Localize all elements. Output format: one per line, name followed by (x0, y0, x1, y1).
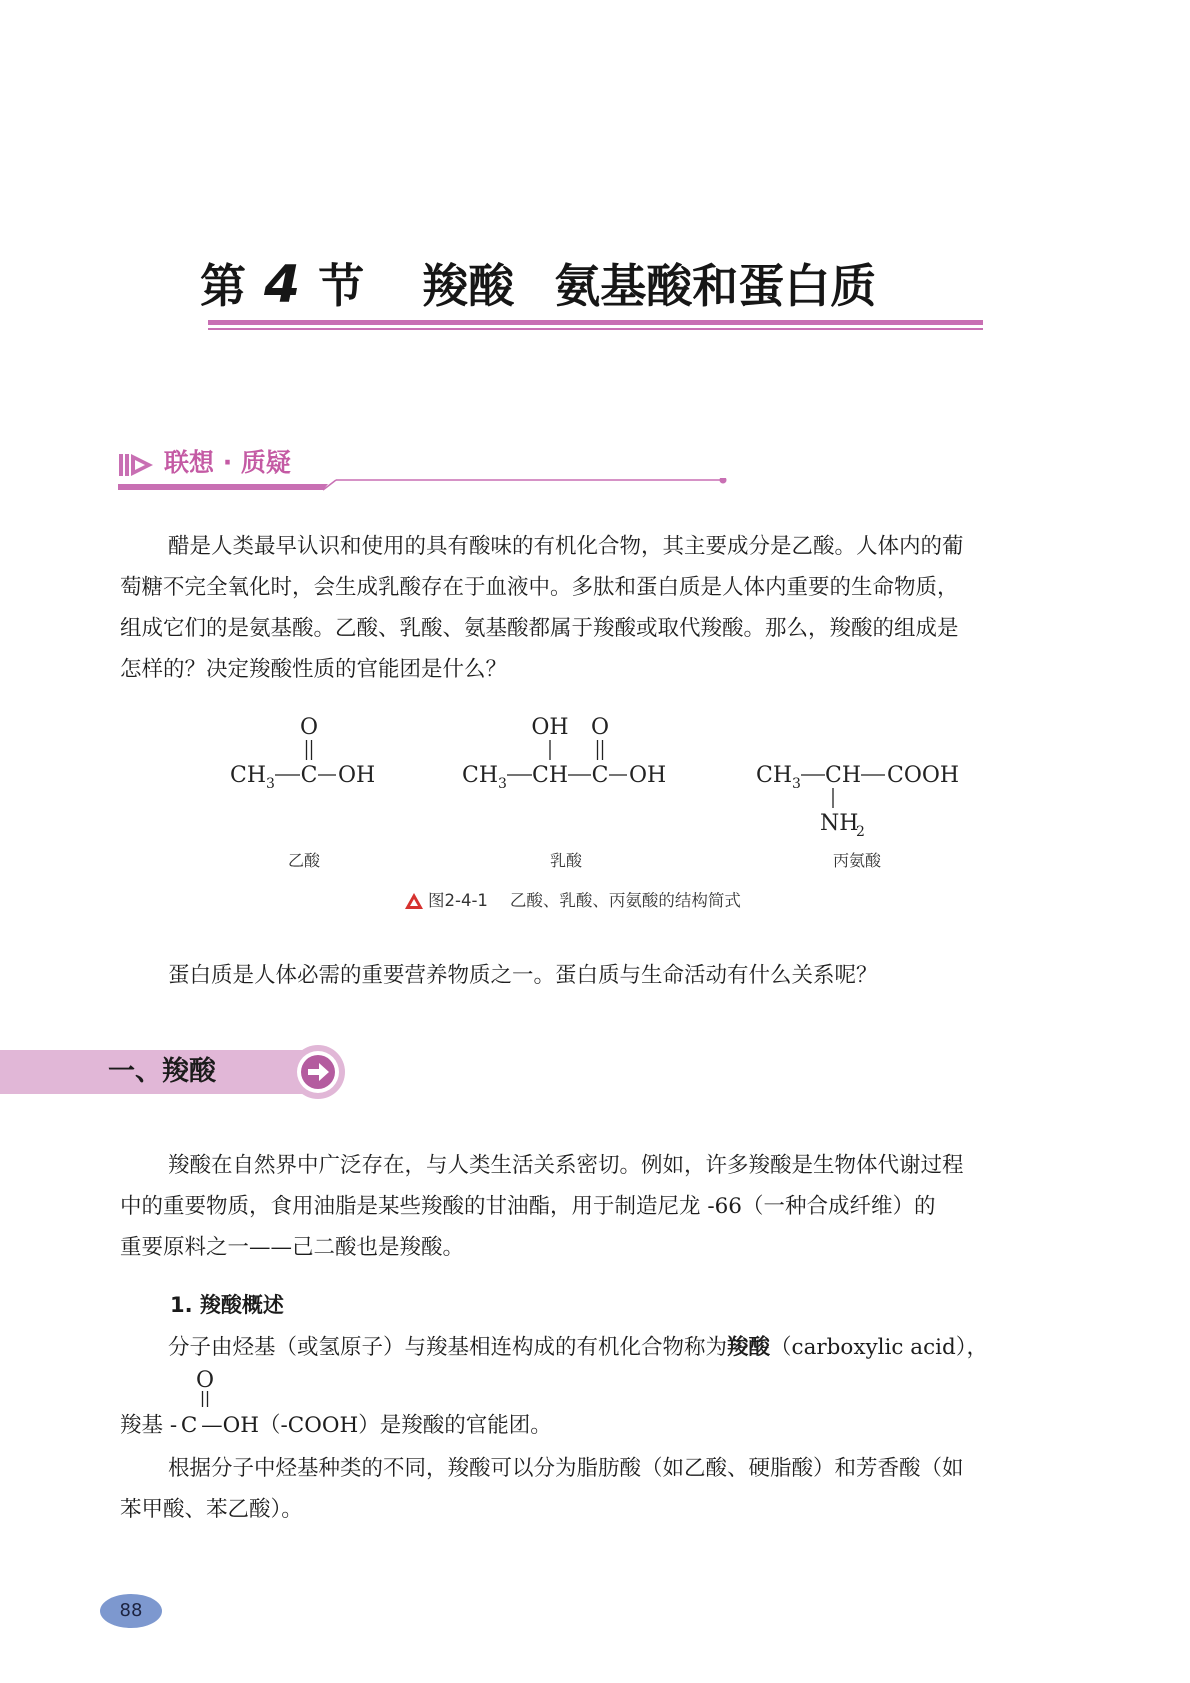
chapter-prefix: 第 (200, 259, 246, 313)
structure-figure (220, 706, 980, 840)
f2-oh-top: OH (531, 715, 569, 740)
definition (168, 1327, 988, 1368)
f2-oh: OH (629, 763, 667, 788)
f2-ch3: CH (462, 763, 499, 788)
figure-caption (404, 888, 741, 914)
chapter-title-b: 氨基酸和蛋白质 (554, 259, 877, 313)
carboxyl-line (120, 1405, 552, 1446)
chapter-title (200, 250, 990, 316)
carboxyl-c: C (180, 1413, 198, 1438)
f2-ch: CH (531, 763, 569, 788)
f3-ch3: CH (756, 763, 793, 788)
think-line: 组成它们的是氨基酸。乙酸、乳酸、氨基酸都属于羧酸或取代羧酸。那么，羧酸的组成是 (120, 616, 959, 641)
carboxyl-prefix: 羧基 - (120, 1413, 178, 1438)
title-rule-thin (208, 328, 983, 330)
structure-labels (220, 846, 980, 876)
f3-sub2: 2 (856, 824, 865, 840)
intro-line: 中的重要物质，食用油脂是某些羧酸的甘油酯，用于制造尼龙 -66（一种合成纤维）的 (120, 1194, 936, 1219)
figure-caption-text: 乙酸、乳酸、丙氨酸的结构简式 (509, 891, 741, 910)
f3-cooh: COOH (887, 763, 960, 788)
intro-line: 重要原料之一——己二酸也是羧酸。 (120, 1235, 465, 1260)
chapter-title-a: 羧酸 (422, 259, 515, 313)
subheading: 1. 羧酸概述 (170, 1293, 284, 1317)
think-question-title: 联想 · 质疑 (164, 448, 291, 477)
think-line: 醋是人类最早认识和使用的具有酸味的有机化合物，其主要成分是乙酸。人体内的葡 (168, 534, 964, 559)
alanine-formula (756, 763, 959, 840)
think-paragraph (120, 526, 964, 690)
f1-o: O (299, 715, 319, 740)
f1-ch: CH (230, 763, 267, 788)
section-title: 一、羧酸 (108, 1056, 216, 1087)
f1-c: C (300, 763, 318, 788)
f2-c: C (591, 763, 609, 788)
def-suffix: （carboxylic acid）， (770, 1335, 989, 1360)
think-line: 怎样的？决定羧酸性质的官能团是什么？ (120, 657, 508, 682)
title-rule (208, 320, 983, 325)
chapter-suffix: 节 (318, 259, 365, 313)
classification (120, 1448, 964, 1530)
carboxyl-suffix: —OH（-COOH）是羧酸的官能团。 (201, 1413, 552, 1438)
f2-o: O (590, 715, 610, 740)
arrow-circle-icon (290, 1044, 346, 1100)
classify-line: 苯甲酸、苯乙酸）。 (120, 1497, 303, 1522)
classify-line: 根据分子中烃基种类的不同，羧酸可以分为脂肪酸（如乙酸、硬脂酸）和芳香酸（如 (168, 1456, 964, 1481)
f3-sub: 3 (792, 776, 801, 792)
think-underline (118, 478, 730, 498)
caption-triangle-icon (404, 892, 424, 910)
page-number: 88 (100, 1594, 162, 1628)
protein-question (168, 955, 878, 996)
def-term: 羧酸 (727, 1335, 771, 1360)
chapter-number: 4 (264, 255, 301, 315)
think-line: 萄糖不完全氧化时，会生成乳酸存在于血液中。多肽和蛋白质是人体内重要的生命物质， (120, 575, 959, 600)
def-prefix: 分子由烃基（或氢原子）与羧基相连构成的有机化合物称为 (168, 1335, 728, 1360)
f3-ch: CH (824, 763, 862, 788)
f2-sub: 3 (498, 776, 507, 792)
acetic-acid-formula (230, 715, 375, 792)
section-intro (120, 1145, 964, 1268)
carboxyl-oxygen (190, 1365, 220, 1409)
f1-oh: OH (338, 763, 376, 788)
label-lactic-acid: 乳酸 (549, 851, 583, 870)
f3-nh: NH (820, 811, 859, 836)
f1-sub: 3 (266, 776, 275, 792)
lactic-acid-formula (462, 715, 666, 792)
carboxyl-o-text: O (195, 1368, 215, 1393)
label-alanine: 丙氨酸 (832, 851, 882, 870)
label-acetic-acid: 乙酸 (287, 851, 321, 870)
figure-number: 图2-4-1 (428, 891, 488, 910)
double-arrow-icon (119, 452, 155, 478)
protein-question-text: 蛋白质是人体必需的重要营养物质之一。蛋白质与生命活动有什么关系呢？ (168, 963, 878, 988)
intro-line: 羧酸在自然界中广泛存在，与人类生活关系密切。例如，许多羧酸是生物体代谢过程 (168, 1153, 964, 1178)
